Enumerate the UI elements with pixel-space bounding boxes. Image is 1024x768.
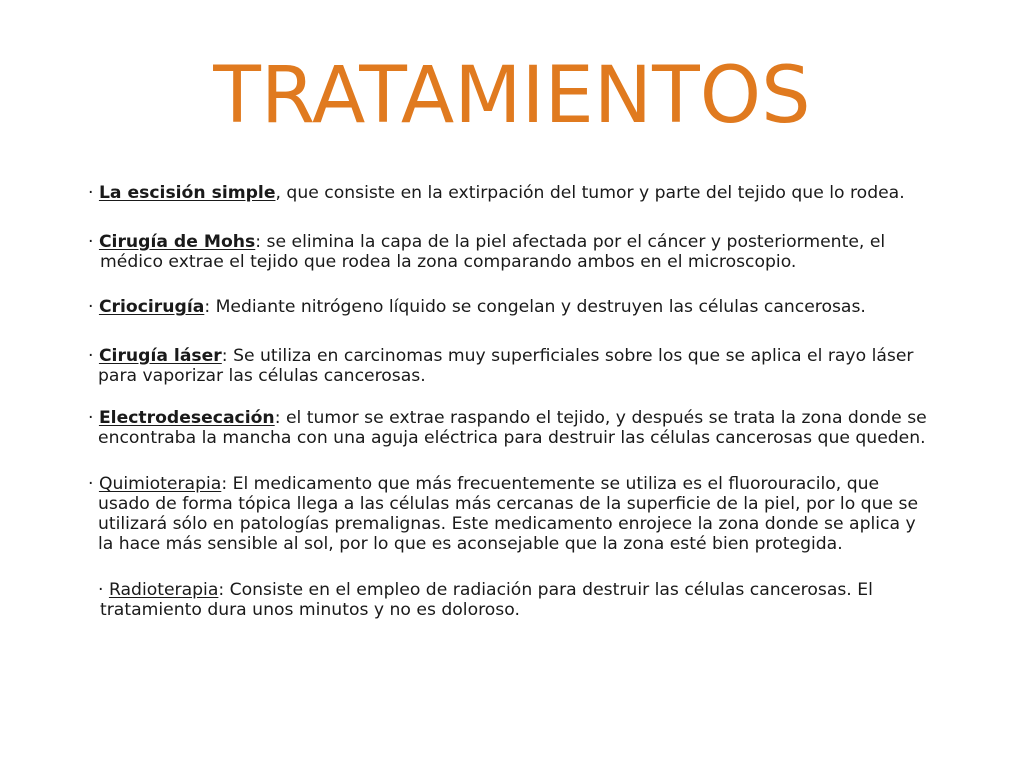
- treatment-description: Se utiliza en carcinomas muy superficiales sobre los que se aplica el rayo láser: [233, 346, 914, 366]
- treatment-term: Electrodesecación: [98, 408, 275, 428]
- treatment-description: que consiste en la extirpación del tumor y parte del tejido que lo rodea.: [286, 183, 905, 203]
- treatment-item-criocirugia: [88, 297, 866, 317]
- treatment-term: La escisión simple: [98, 183, 276, 203]
- treatment-description: Consiste en el empleo de radiación para destruir las células cancerosas. El: [229, 580, 873, 600]
- treatment-term: Criocirugía: [98, 297, 205, 317]
- treatment-term: Cirugía de Mohs: [98, 232, 256, 252]
- treatment-term: Radioterapia: [108, 580, 219, 600]
- term-separator: :: [218, 580, 225, 600]
- treatment-term: Cirugía láser: [98, 346, 222, 366]
- term-separator: :: [221, 346, 228, 366]
- term-separator: ,: [275, 183, 281, 203]
- treatment-description-line: utilizará sólo en patologías premalignas. Este medicamento enrojece la zona donde se aplica y: [98, 514, 916, 534]
- treatment-item-mohs: [88, 232, 885, 272]
- treatment-description-line: tratamiento dura unos minutos y no es doloroso.: [100, 600, 520, 620]
- bullet: ·: [88, 346, 94, 366]
- treatment-description-line: para vaporizar las células cancerosas.: [98, 366, 426, 386]
- term-separator: :: [221, 474, 228, 494]
- bullet: ·: [88, 232, 94, 252]
- term-separator: :: [274, 408, 281, 428]
- bullet: ·: [98, 580, 104, 600]
- treatment-item-radioterapia: [98, 580, 873, 620]
- treatment-description: Mediante nitrógeno líquido se congelan y destruyen las células cancerosas.: [215, 297, 866, 317]
- treatment-description-line: usado de forma tópica llega a las células más cercanas de la superficie de la piel, por lo que se: [98, 494, 919, 514]
- treatment-description: el tumor se extrae raspando el tejido, y después se trata la zona donde se: [285, 408, 927, 428]
- bullet: ·: [88, 408, 94, 428]
- bullet: ·: [88, 183, 94, 203]
- bullet: ·: [88, 474, 94, 494]
- treatment-description-line: médico extrae el tejido que rodea la zona comparando ambos en el microscopio.: [100, 252, 797, 272]
- treatment-item-electrodesecacion: [88, 408, 927, 448]
- treatment-description: El medicamento que más frecuentemente se utiliza es el fluorouracilo, que: [232, 474, 880, 494]
- treatment-term: Quimioterapia: [98, 474, 222, 494]
- treatment-description-line: la hace más sensible al sol, por lo que es aconsejable que la zona esté bien protegida.: [98, 534, 843, 554]
- treatment-item-escision: [88, 183, 905, 203]
- bullet: ·: [88, 297, 94, 317]
- term-separator: :: [255, 232, 262, 252]
- treatment-description: se elimina la capa de la piel afectada por el cáncer y posteriormente, el: [266, 232, 886, 252]
- treatment-item-quimioterapia: [88, 474, 918, 554]
- treatment-description-line: encontraba la mancha con una aguja eléctrica para destruir las células cancerosas que queden.: [98, 428, 926, 448]
- treatment-item-laser: [88, 346, 914, 386]
- slide-title: TRATAMIENTOS: [213, 51, 811, 141]
- term-separator: :: [204, 297, 211, 317]
